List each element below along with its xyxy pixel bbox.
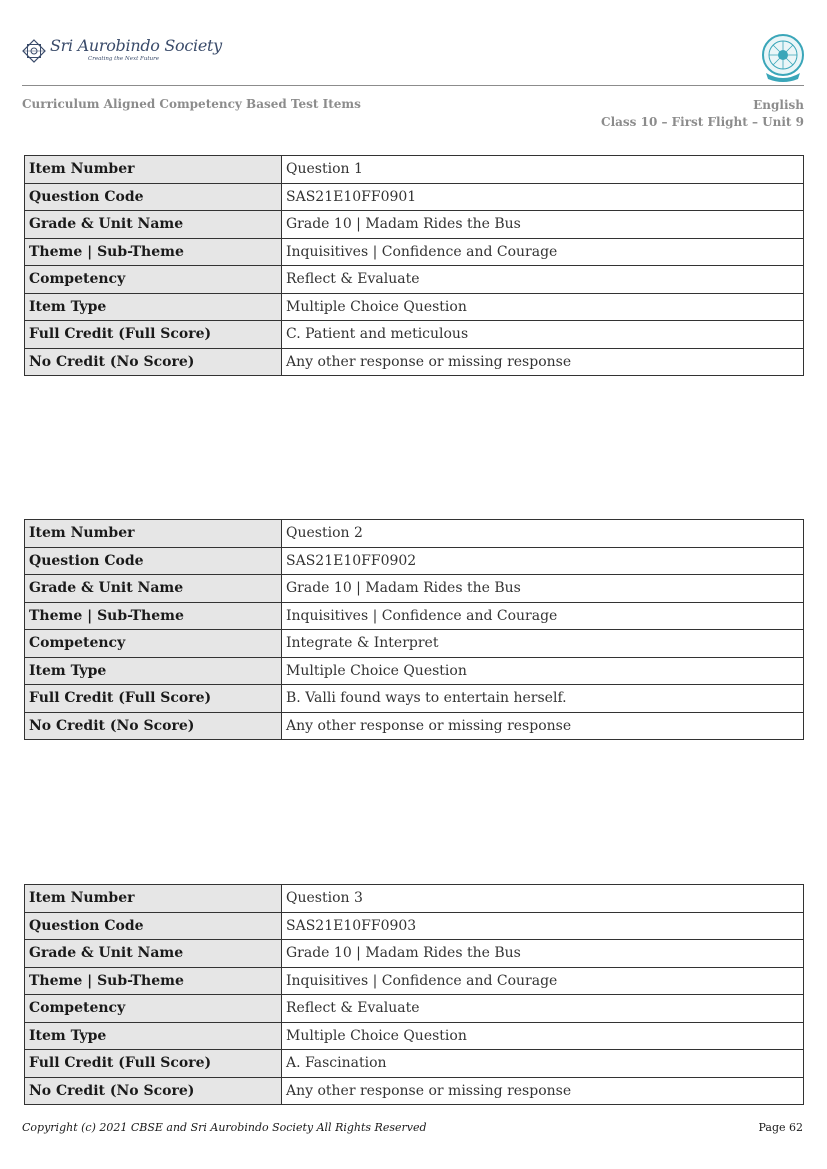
table-row — [25, 238, 804, 266]
table-row — [25, 547, 804, 575]
row-label: Full Credit (Full Score) — [25, 1050, 282, 1078]
row-value: Question 3 — [282, 885, 804, 913]
row-label: Item Type — [25, 657, 282, 685]
row-value: Inquisitives | Confidence and Courage — [282, 602, 804, 630]
table-row — [25, 995, 804, 1023]
table-row — [25, 321, 804, 349]
row-value: A. Fascination — [282, 1050, 804, 1078]
row-value: Any other response or missing response — [282, 712, 804, 740]
table-row — [25, 1022, 804, 1050]
row-value: SAS21E10FF0901 — [282, 183, 804, 211]
table-row — [25, 575, 804, 603]
row-value: Inquisitives | Confidence and Courage — [282, 238, 804, 266]
table-row — [25, 602, 804, 630]
row-value: SAS21E10FF0902 — [282, 547, 804, 575]
row-label: Item Type — [25, 1022, 282, 1050]
page-number: Page 62 — [758, 1121, 803, 1134]
item-table-3 — [24, 884, 804, 1105]
row-label: Question Code — [25, 912, 282, 940]
footer-copyright: Copyright (c) 2021 CBSE and Sri Aurobindo Society All Rights Reserved — [22, 1121, 427, 1134]
row-label: Question Code — [25, 547, 282, 575]
row-label: Question Code — [25, 183, 282, 211]
table-row — [25, 293, 804, 321]
row-value: Integrate & Interpret — [282, 630, 804, 658]
subject-info — [601, 97, 804, 131]
row-label: Competency — [25, 995, 282, 1023]
row-label: Competency — [25, 630, 282, 658]
row-value: C. Patient and meticulous — [282, 321, 804, 349]
table-row — [25, 685, 804, 713]
row-value: Any other response or missing response — [282, 1077, 804, 1105]
table-row — [25, 657, 804, 685]
class-unit-label: Class 10 – First Flight – Unit 9 — [601, 115, 804, 129]
table-row — [25, 348, 804, 376]
row-label: Competency — [25, 266, 282, 294]
row-value: Grade 10 | Madam Rides the Bus — [282, 575, 804, 603]
table-row — [25, 266, 804, 294]
sri-aurobindo-society-emblem-icon — [22, 39, 46, 63]
row-value: Multiple Choice Question — [282, 293, 804, 321]
row-label: No Credit (No Score) — [25, 1077, 282, 1105]
row-label: Grade & Unit Name — [25, 575, 282, 603]
table-row — [25, 885, 804, 913]
table-row — [25, 211, 804, 239]
row-label: No Credit (No Score) — [25, 348, 282, 376]
row-value: Multiple Choice Question — [282, 657, 804, 685]
org-logo — [22, 36, 222, 68]
org-logo-name: Sri Aurobindo Society — [50, 36, 222, 55]
row-value: SAS21E10FF0903 — [282, 912, 804, 940]
row-label: Full Credit (Full Score) — [25, 685, 282, 713]
table-row — [25, 940, 804, 968]
org-logo-tagline: Creating the Next Future — [88, 56, 160, 62]
cbse-emblem-icon — [760, 33, 806, 83]
row-value: Grade 10 | Madam Rides the Bus — [282, 211, 804, 239]
item-table-1 — [24, 155, 804, 376]
row-label: Theme | Sub-Theme — [25, 602, 282, 630]
row-label: Full Credit (Full Score) — [25, 321, 282, 349]
row-label: Item Number — [25, 520, 282, 548]
row-value: Reflect & Evaluate — [282, 995, 804, 1023]
table-row — [25, 967, 804, 995]
row-value: Reflect & Evaluate — [282, 266, 804, 294]
row-label: Grade & Unit Name — [25, 211, 282, 239]
row-value: Any other response or missing response — [282, 348, 804, 376]
table-row — [25, 156, 804, 184]
table-row — [25, 912, 804, 940]
row-label: Grade & Unit Name — [25, 940, 282, 968]
row-value: Multiple Choice Question — [282, 1022, 804, 1050]
table-row — [25, 1050, 804, 1078]
row-label: Item Number — [25, 156, 282, 184]
row-value: Question 1 — [282, 156, 804, 184]
document-title: Curriculum Aligned Competency Based Test Items — [22, 97, 361, 111]
table-row — [25, 712, 804, 740]
item-table-2 — [24, 519, 804, 740]
row-label: Item Type — [25, 293, 282, 321]
row-value: Grade 10 | Madam Rides the Bus — [282, 940, 804, 968]
subject-label: English — [753, 98, 804, 112]
row-label: Theme | Sub-Theme — [25, 967, 282, 995]
row-label: Theme | Sub-Theme — [25, 238, 282, 266]
row-value: B. Valli found ways to entertain herself. — [282, 685, 804, 713]
row-label: No Credit (No Score) — [25, 712, 282, 740]
row-value: Question 2 — [282, 520, 804, 548]
table-row — [25, 630, 804, 658]
row-label: Item Number — [25, 885, 282, 913]
row-value: Inquisitives | Confidence and Courage — [282, 967, 804, 995]
table-row — [25, 1077, 804, 1105]
table-row — [25, 183, 804, 211]
header-divider — [22, 85, 804, 86]
table-row — [25, 520, 804, 548]
